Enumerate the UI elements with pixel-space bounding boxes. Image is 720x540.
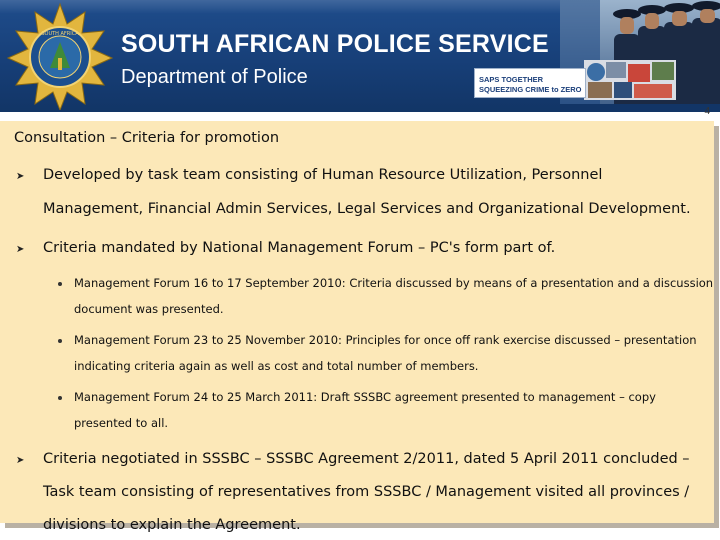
sub-item-2-line-2: indicating criteria again as well as cost and total number of members. — [74, 359, 479, 373]
svg-text:SOUTH AFRICA: SOUTH AFRICA — [41, 31, 79, 37]
bullet-2-line-1: Criteria mandated by National Management Forum – PC's form part of. — [43, 240, 556, 256]
sub-item-1-line-2: document was presented. — [74, 302, 224, 316]
bullet-3-line-1: Criteria negotiated in SSSBC – SSSBC Agreement 2/2011, dated 5 April 2011 concluded – — [43, 451, 690, 467]
saps-activities-collage-icon — [584, 60, 676, 100]
arrow-bullet-icon: ➤ — [16, 244, 25, 255]
slogan-line-1: SAPS TOGETHER — [479, 75, 544, 84]
sub-bullet-dot-icon — [58, 339, 62, 343]
panel-separator — [0, 112, 720, 121]
sub-item-3-line-1: Management Forum 24 to 25 March 2011: Draft SSSBC agreement presented to management – copy — [74, 390, 656, 404]
slide-page-number: 4 — [704, 106, 710, 117]
department-subtitle: Department of Police — [121, 66, 308, 88]
sub-item-2-line-1: Management Forum 23 to 25 November 2010: Principles for once off rank exercise discussed – presentation — [74, 333, 697, 347]
arrow-bullet-icon: ➤ — [16, 455, 25, 466]
bullet-1-line-1: Developed by task team consisting of Human Resource Utilization, Personnel — [43, 167, 603, 183]
bullet-3-line-3: divisions to explain the Agreement. — [43, 517, 301, 533]
sub-bullet-dot-icon — [58, 396, 62, 400]
bullet-3-line-2: Task team consisting of representatives from SSSBC / Management visited all provinces / — [43, 484, 690, 500]
sub-bullet-dot-icon — [58, 282, 62, 286]
saps-star-emblem-icon — [6, 2, 114, 110]
sub-item-3-line-2: presented to all. — [74, 416, 169, 430]
organisation-title: SOUTH AFRICAN POLICE SERVICE — [121, 30, 549, 58]
sub-item-1-line-1: Management Forum 16 to 17 September 2010: Criteria discussed by means of a presentation and a discussion — [74, 276, 714, 290]
slogan-badge — [474, 68, 586, 98]
slogan-line-2: SQUEEZING CRIME to ZERO — [479, 85, 582, 94]
bullet-1-line-2: Management, Financial Admin Services, Legal Services and Organizational Development. — [43, 201, 691, 217]
header-banner — [0, 0, 720, 112]
slide-heading: Consultation – Criteria for promotion — [14, 130, 280, 146]
arrow-bullet-icon: ➤ — [16, 171, 25, 182]
